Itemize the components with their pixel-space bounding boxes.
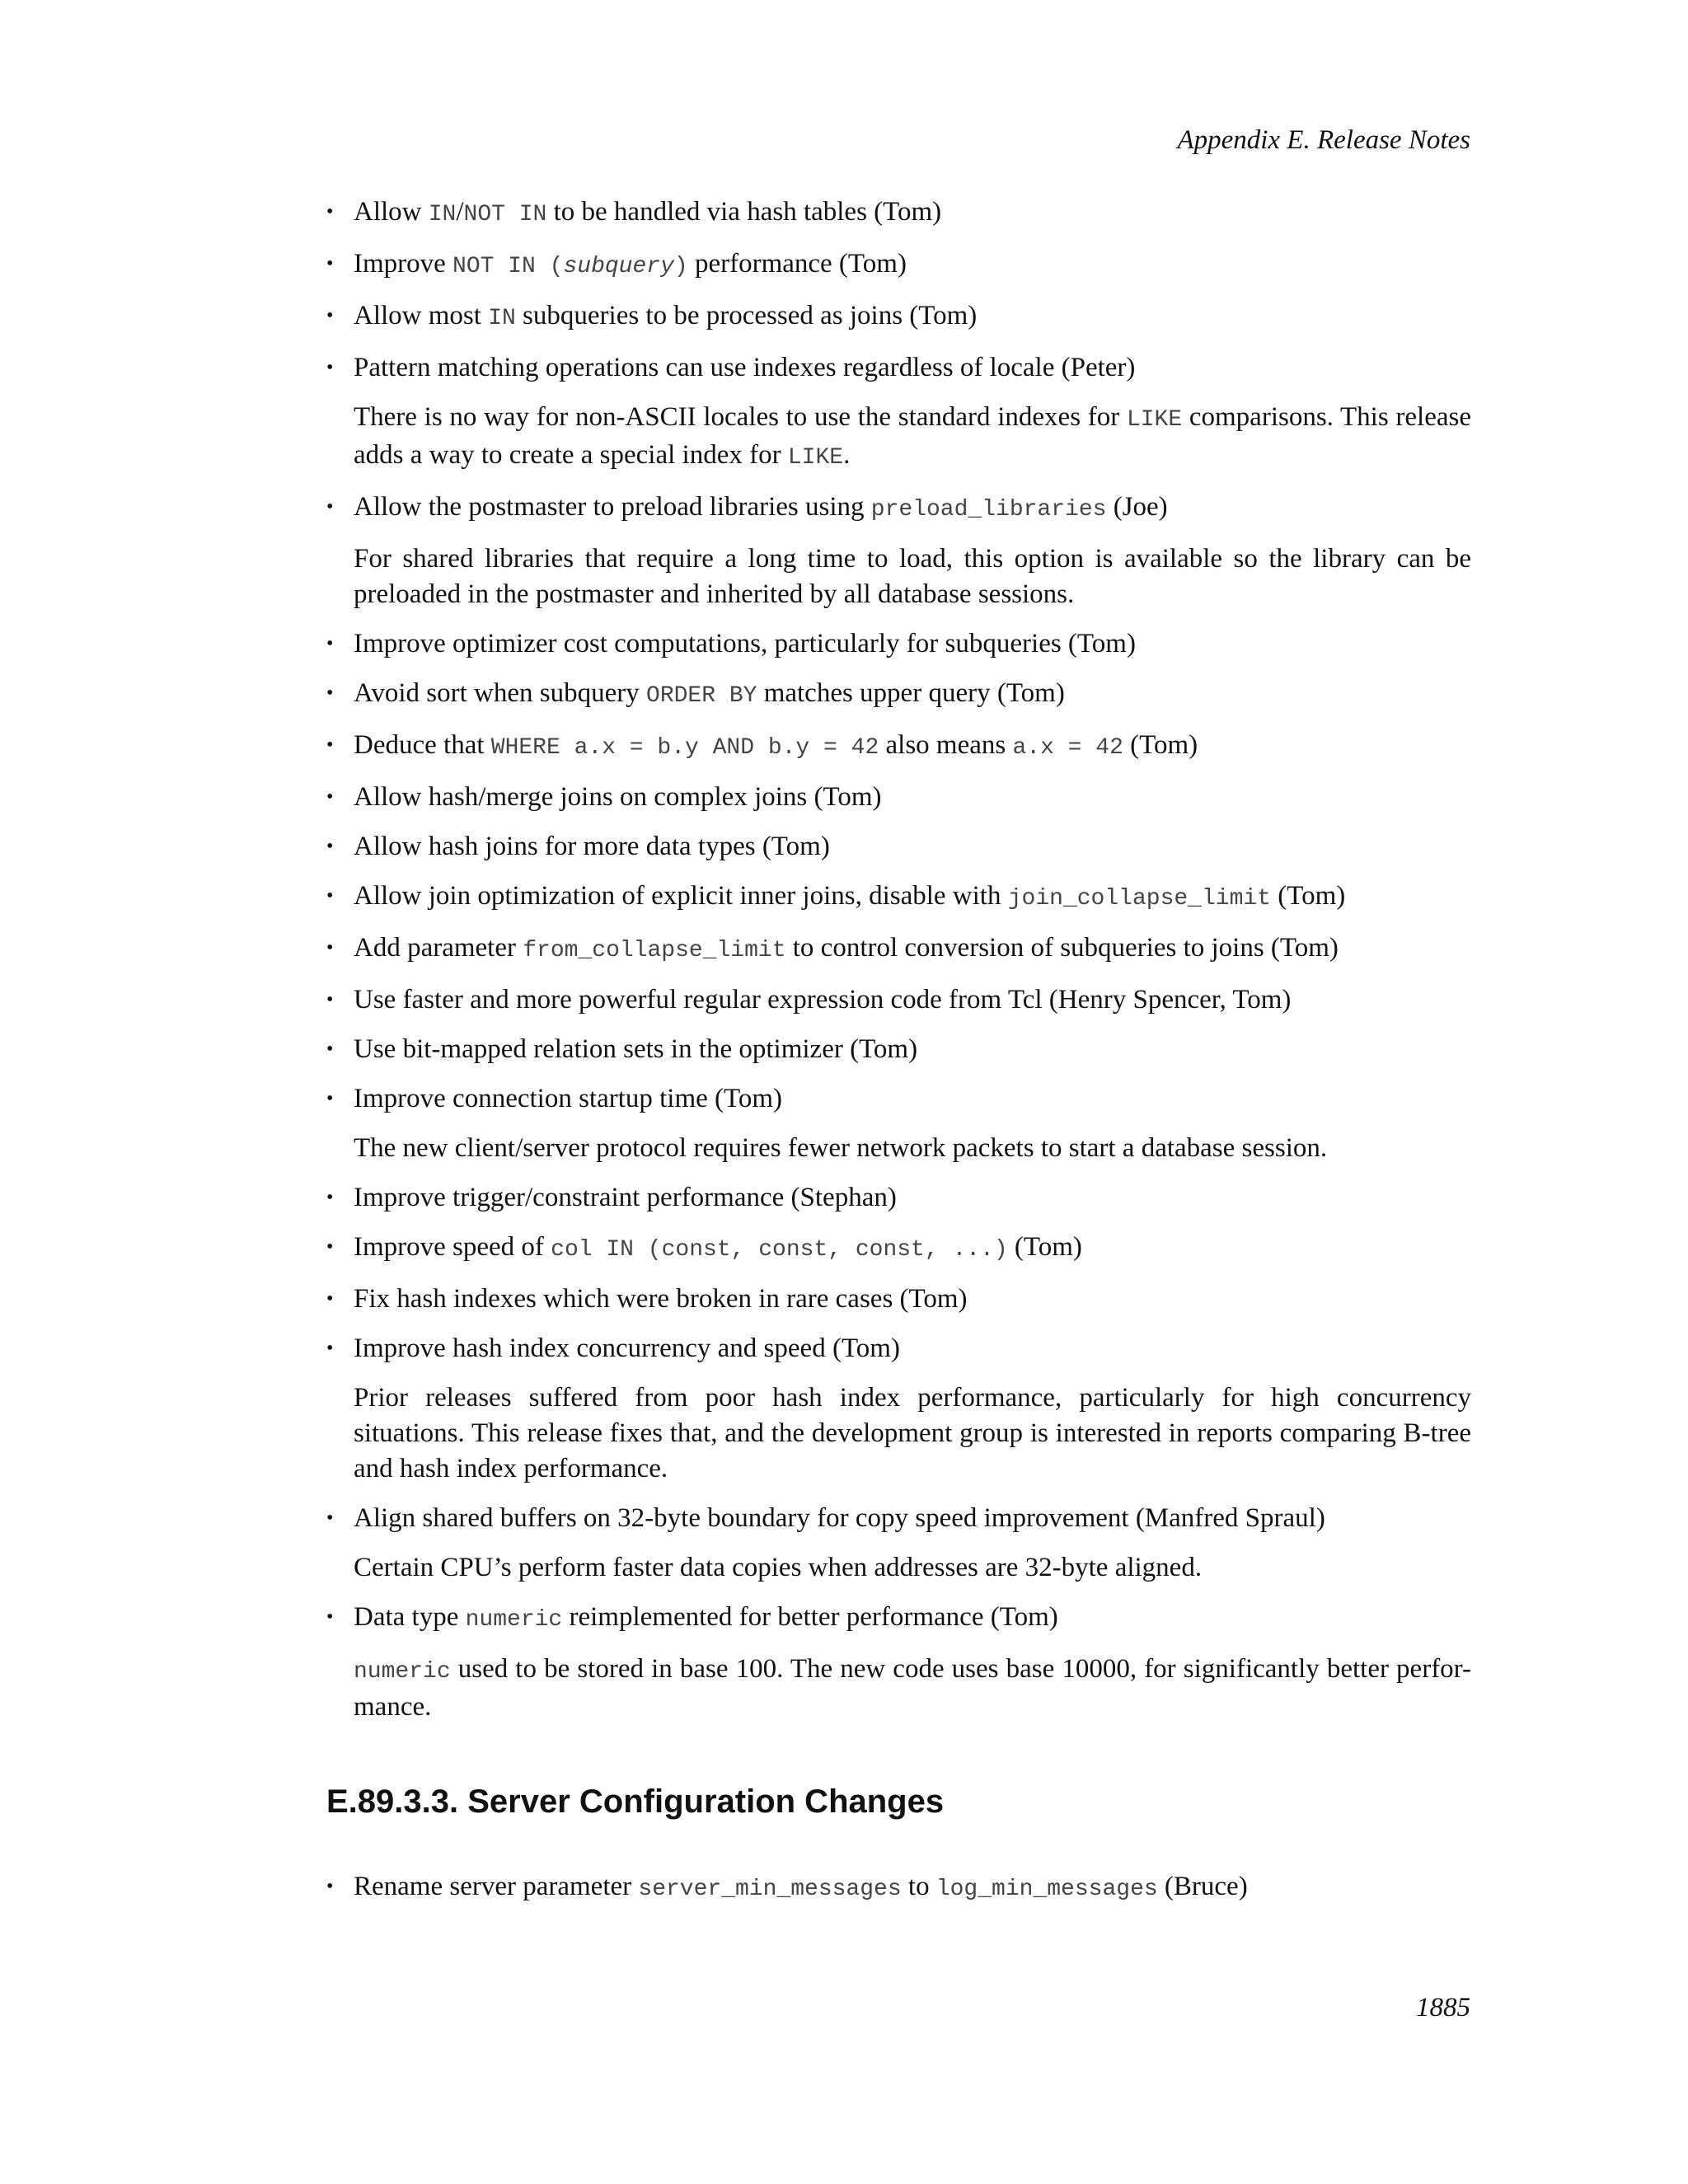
- list-item: • Allow hash joins for more data types (Tom): [326, 829, 1471, 865]
- code: LIKE: [1126, 407, 1183, 433]
- list-item: • Use faster and more powerful regular expression code from Tcl (Henry Spencer, Tom): [326, 982, 1471, 1018]
- code: IN: [428, 202, 457, 227]
- bullet: •: [326, 1288, 334, 1310]
- item-note: The new client/server protocol requires fewer network packets to start a database session.: [354, 1133, 1328, 1163]
- code: join_collapse_limit: [1007, 886, 1271, 912]
- bullet: •: [326, 1338, 334, 1359]
- list-item: • Allow most IN subqueries to be processed as joins (Tom): [326, 298, 1471, 336]
- code: col IN (const, const, const, ...): [551, 1237, 1008, 1263]
- item-note: Certain CPU’s perform faster data copies when addresses are 32-byte aligned.: [354, 1553, 1203, 1582]
- bullet: •: [326, 1038, 334, 1060]
- bullet: •: [326, 1876, 334, 1897]
- list-item: • Use bit-mapped relation sets in the optimizer (Tom): [326, 1032, 1471, 1067]
- list-item: • Rename server parameter server_min_messages to log_min_messages (Bruce): [326, 1869, 1471, 1907]
- list-item: • Data type numeric reimplemented for better performance (Tom): [326, 1600, 1471, 1638]
- bullet: •: [326, 682, 334, 704]
- code: NOT IN (: [452, 254, 564, 279]
- bullet: •: [326, 836, 334, 857]
- list-item: • Allow join optimization of explicit inner joins, disable with join_collapse_limit (Tom): [326, 879, 1471, 916]
- bullet: •: [326, 1507, 334, 1529]
- code-placeholder: subquery: [563, 254, 674, 279]
- section-heading: E.89.3.3. Server Configuration Changes: [326, 1783, 945, 1820]
- page-number: 1885: [1416, 1993, 1470, 2022]
- list-item: • Pattern matching operations can use indexes regardless of locale (Peter): [326, 350, 1471, 386]
- list-item: • Add parameter from_collapse_limit to control conversion of subqueries to joins (Tom): [326, 930, 1471, 968]
- bullet: •: [326, 989, 334, 1010]
- code: NOT IN: [463, 202, 547, 227]
- code: numeric: [354, 1659, 451, 1685]
- list-item: • Avoid sort when subquery ORDER BY matches upper query (Tom): [326, 676, 1471, 714]
- bullet: •: [326, 937, 334, 958]
- list-item: • Allow the postmaster to preload libraries using preload_libraries (Joe): [326, 490, 1471, 527]
- list-item: • Improve hash index concurrency and speed (Tom): [326, 1331, 1471, 1366]
- code: ): [673, 254, 688, 279]
- bullet: •: [326, 305, 334, 326]
- release-notes-body: [326, 194, 1471, 1921]
- list-item: • Deduce that WHERE a.x = b.y AND b.y = 42 also means a.x = 42 (Tom): [326, 728, 1471, 766]
- code: from_collapse_limit: [523, 938, 786, 963]
- bullet: •: [326, 633, 334, 654]
- bullet: •: [326, 734, 334, 756]
- code: LIKE: [787, 445, 844, 471]
- list-item: • Improve speed of col IN (const, const, const, ...) (Tom): [326, 1230, 1471, 1268]
- bullet: •: [326, 1236, 334, 1258]
- code: numeric: [465, 1607, 563, 1633]
- bullet: •: [326, 1187, 334, 1208]
- list-item: • Improve NOT IN (subquery) performance (Tom): [326, 246, 1471, 284]
- running-header: Appendix E. Release Notes: [1177, 125, 1470, 155]
- item-note: There is no way for non-ASCII locales to use the standard indexes for LIKE comparisons. This release adds a way to create a special index for LIKE.: [354, 402, 1471, 471]
- bullet: •: [326, 357, 334, 378]
- code: log_min_messages: [935, 1877, 1158, 1902]
- list-item: • Align shared buffers on 32-byte boundary for copy speed improvement (Manfred Spraul): [326, 1501, 1471, 1536]
- bullet: •: [326, 201, 334, 223]
- list-item: • Improve connection startup time (Tom): [326, 1081, 1471, 1117]
- list-item: • Allow IN/NOT IN to be handled via hash tables (Tom): [326, 194, 1471, 232]
- bullet: •: [326, 253, 334, 274]
- code: ORDER BY: [646, 683, 757, 709]
- code: server_min_messages: [638, 1877, 902, 1902]
- list-item: • Improve trigger/constraint performance (Stephan): [326, 1180, 1471, 1216]
- bullet: •: [326, 496, 334, 518]
- bullet: •: [326, 786, 334, 808]
- bullet: •: [326, 885, 334, 907]
- list-item: • Improve optimizer cost computations, particularly for subqueries (Tom): [326, 626, 1471, 662]
- code: IN: [488, 306, 516, 331]
- item-note: numeric used to be stored in base 100. The new code uses base 10000, for significantly better perfor-mance.: [354, 1654, 1471, 1722]
- code: preload_libraries: [870, 497, 1107, 523]
- bullet: •: [326, 1606, 334, 1628]
- item-note: Prior releases suffered from poor hash index performance, particularly for high concurrency situations. This release fixes that, and the development group is interested in reports comparing B-tree and hash index performance.: [354, 1383, 1471, 1483]
- code: a.x = 42: [1012, 735, 1123, 761]
- item-note: For shared libraries that require a long time to load, this option is available so the library can be preloaded in the postmaster and inherited by all database sessions.: [354, 544, 1471, 609]
- list-item: • Fix hash indexes which were broken in rare cases (Tom): [326, 1282, 1471, 1317]
- list-item: • Allow hash/merge joins on complex joins (Tom): [326, 780, 1471, 815]
- code: WHERE a.x = b.y AND b.y = 42: [490, 735, 879, 761]
- bullet: •: [326, 1088, 334, 1109]
